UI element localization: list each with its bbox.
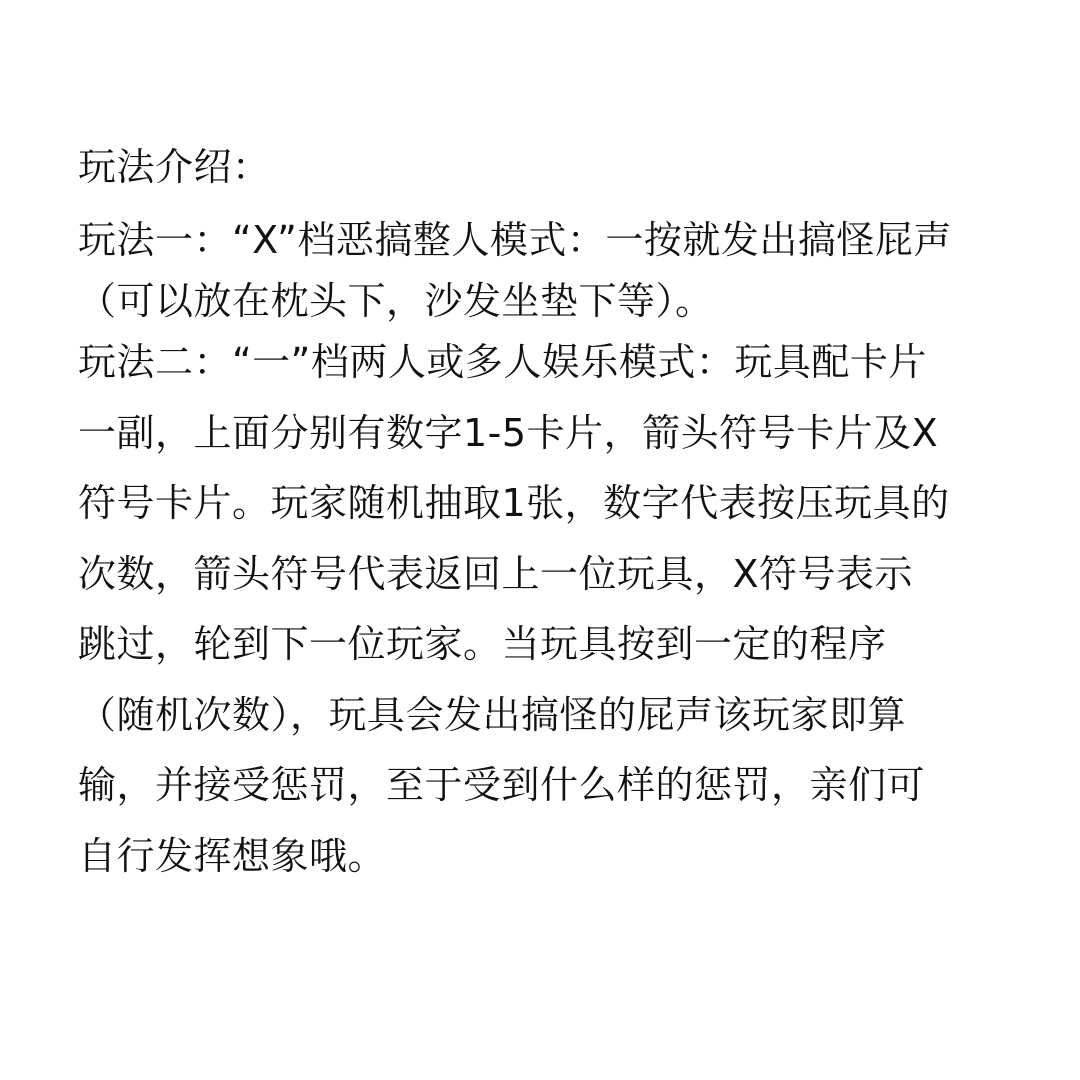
mode-two-line: 自行发挥想象哦。 — [78, 833, 387, 878]
mode-two-line: 一副，上面分别有数字1-5卡片，箭头符号卡片及X — [78, 410, 939, 455]
mode-two-line: 玩法二：“一”档两人或多人娱乐模式：玩具配卡片 — [78, 340, 927, 384]
mode-two-line: （随机次数），玩具会发出搞怪的屁声该玩家即算 — [78, 692, 907, 737]
mode-one-line: 玩法一：“X”档恶搞整人模式：一按就发出搞怪屁声 — [78, 218, 952, 262]
heading: 玩法介绍： — [78, 145, 271, 189]
mode-two-line: 次数，箭头符号代表返回上一位玩具，X符号表示 — [78, 551, 914, 596]
instructions-document — [78, 143, 1008, 902]
mode-two-line: 输，并接受惩罚，至于受到什么样的惩罚，亲们可 — [78, 763, 926, 807]
mode-two-paragraph — [78, 338, 1008, 880]
mode-two-line: 符号卡片。玩家随机抽取1张，数字代表按压玩具的 — [78, 481, 950, 525]
mode-one-paragraph — [78, 216, 1008, 325]
mode-two-line: 跳过，轮到下一位玩家。当玩具按到一定的程序 — [78, 622, 887, 666]
mode-one-line: （可以放在枕头下，沙发坐垫下等）。 — [78, 279, 714, 323]
